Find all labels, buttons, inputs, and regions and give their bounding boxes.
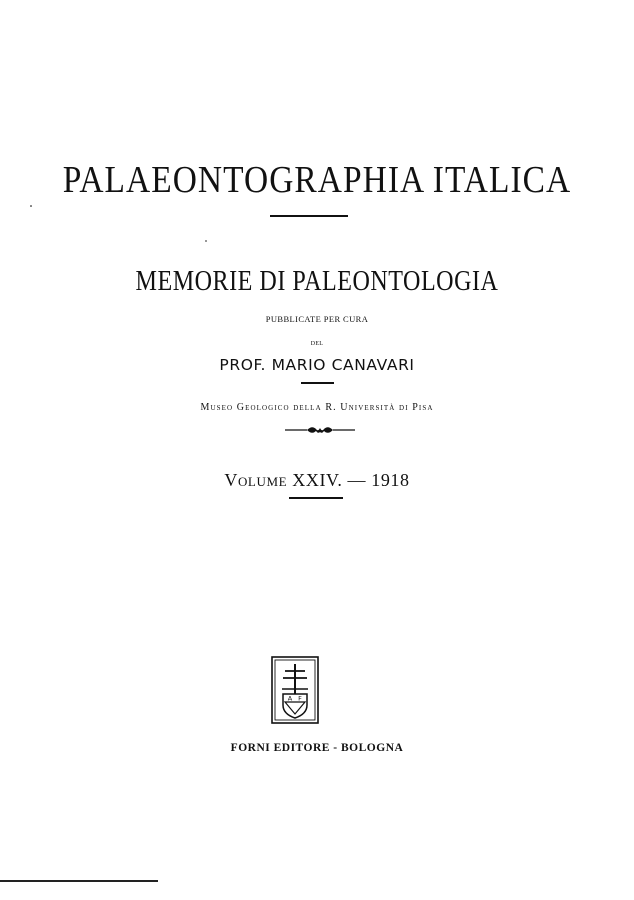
del-line: DEL <box>310 341 324 347</box>
volume-rule <box>289 497 343 499</box>
journal-subtitle: MEMORIE DI PALEONTOLOGIA <box>135 266 499 297</box>
published-for-line: PUBBLICATE PER CURA <box>265 314 369 324</box>
scan-edge-line <box>0 880 158 882</box>
volume-line: Volume XXIV. — 1918 <box>224 470 410 490</box>
journal-title: PALAEONTOGRAPHIA ITALICA <box>62 159 572 201</box>
title-rule <box>270 215 348 217</box>
publisher-mark-letter-a: A <box>287 694 293 703</box>
paper-speck <box>205 240 207 242</box>
publisher-line: FORNI EDITORE - BOLOGNA <box>230 742 404 754</box>
institution-line: Museo Geologico della R. Università di Pisa <box>200 402 434 413</box>
editor-name: PROF. MARIO CANAVARI <box>219 356 415 374</box>
publisher-mark-icon <box>271 656 319 724</box>
paper-speck <box>30 205 32 207</box>
publisher-mark-letter-f: F <box>298 694 302 703</box>
editor-rule <box>301 382 334 384</box>
ornament-divider-icon <box>285 423 355 437</box>
